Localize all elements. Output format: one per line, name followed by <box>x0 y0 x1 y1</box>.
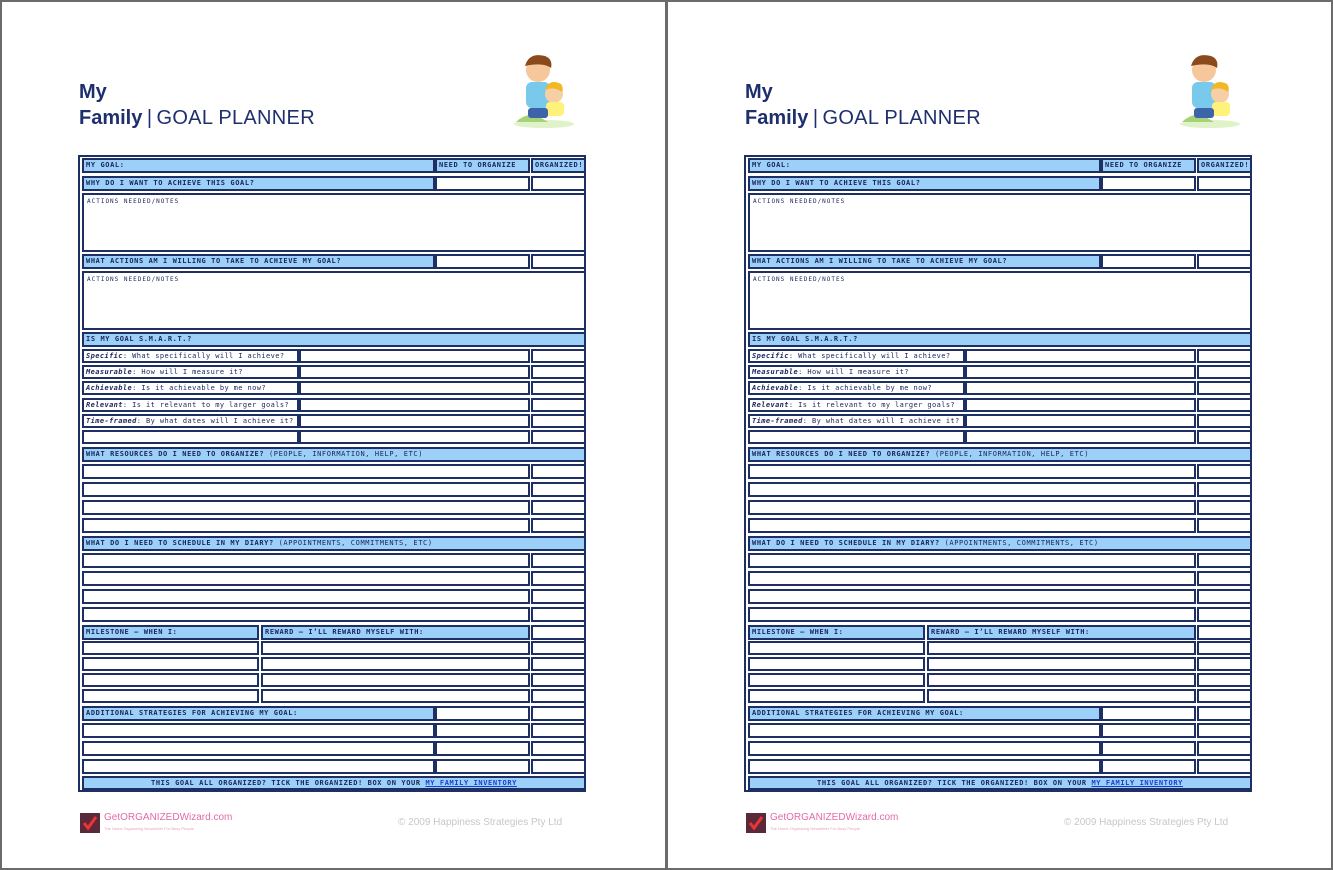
smart-organized-3[interactable] <box>531 398 586 412</box>
milestone-organized-3[interactable] <box>531 689 586 703</box>
additional-line-1[interactable] <box>82 741 435 756</box>
planner-page-right <box>668 2 1331 868</box>
footer-bar <box>748 776 1252 790</box>
additional-need-head[interactable] <box>435 706 530 721</box>
additional-organized-2[interactable] <box>531 759 586 774</box>
smart-organized-0[interactable] <box>531 349 586 363</box>
family-inventory-link[interactable]: MY FAMILY INVENTORY <box>1091 779 1183 787</box>
milestone-line-2[interactable] <box>82 673 259 687</box>
smart-label-relevant: Relevant: Is it relevant to my larger goals? <box>748 398 965 412</box>
reward-line-3[interactable] <box>927 689 1196 703</box>
smart-label-specific: Specific: What specifically will I achieve? <box>82 349 299 363</box>
logo-text: GetORGANIZEDWizard.com <box>104 812 233 823</box>
smart-answer-2[interactable] <box>299 381 530 395</box>
need-to-organize-heading: NEED TO ORGANIZE <box>1101 158 1196 173</box>
schedule-line-3[interactable] <box>748 607 1196 622</box>
title-my: My <box>745 81 773 103</box>
what-actions-heading: WHAT ACTIONS AM I WILLING TO TAKE TO ACHIEVE MY GOAL? <box>748 254 1101 269</box>
milestone-line-3[interactable] <box>82 689 259 703</box>
additional-need-1[interactable] <box>1101 741 1196 756</box>
milestone-organized-0[interactable] <box>531 641 586 655</box>
title-family: Family <box>79 107 143 129</box>
resource-organized-2[interactable] <box>1197 500 1252 515</box>
schedule-line-0[interactable] <box>748 553 1196 568</box>
logo-text: GetORGANIZEDWizard.com <box>770 812 899 823</box>
why-goal-need-box[interactable] <box>1101 176 1196 191</box>
smart-question: Is it achievable by me now? <box>807 384 932 392</box>
logo-tagline: The Home Organizing Newsletter For Busy People <box>104 826 194 831</box>
additional-line-2[interactable] <box>748 759 1101 774</box>
smart-organized-4[interactable] <box>1197 414 1252 428</box>
additional-need-head[interactable] <box>1101 706 1196 721</box>
what-actions-heading: WHAT ACTIONS AM I WILLING TO TAKE TO ACHIEVE MY GOAL? <box>82 254 435 269</box>
smart-answer-3[interactable] <box>965 398 1196 412</box>
schedule-organized-3[interactable] <box>1197 607 1252 622</box>
smart-question: Is it achievable by me now? <box>141 384 266 392</box>
additional-organized-1[interactable] <box>531 741 586 756</box>
reward-line-1[interactable] <box>261 657 530 671</box>
additional-heading: ADDITIONAL STRATEGIES FOR ACHIEVING MY GOAL: <box>748 706 1101 721</box>
logo-mark-icon <box>80 813 100 833</box>
smart-organized-3[interactable] <box>1197 398 1252 412</box>
smart-label-achievable: Achievable: Is it achievable by me now? <box>748 381 965 395</box>
resource-line-1[interactable] <box>748 482 1196 497</box>
smart-question: How will I measure it? <box>141 368 243 376</box>
smart-term: Measurable <box>86 368 133 376</box>
additional-organized-0[interactable] <box>1197 723 1252 738</box>
milestone-organized-2[interactable] <box>531 673 586 687</box>
why-goal-heading: WHY DO I WANT TO ACHIEVE THIS GOAL? <box>82 176 435 191</box>
smart-organized-0[interactable] <box>1197 349 1252 363</box>
additional-line-2[interactable] <box>82 759 435 774</box>
actions-notes-box-2[interactable]: ACTIONS NEEDED/NOTES <box>748 271 1252 330</box>
resource-line-0[interactable] <box>748 464 1196 479</box>
additional-need-2[interactable] <box>1101 759 1196 774</box>
goal-planner-form <box>78 155 586 792</box>
reward-line-3[interactable] <box>261 689 530 703</box>
milestone-line-0[interactable] <box>82 641 259 655</box>
smart-term: Achievable <box>86 384 133 392</box>
milestone-line-0[interactable] <box>748 641 925 655</box>
schedule-note: (APPOINTMENTS, COMMITMENTS, ETC) <box>944 539 1099 547</box>
schedule-heading <box>82 536 586 551</box>
smart-label-measurable: Measurable: How will I measure it? <box>82 365 299 379</box>
smart-organized-2[interactable] <box>1197 381 1252 395</box>
schedule-organized-1[interactable] <box>531 571 586 586</box>
reward-line-0[interactable] <box>927 641 1196 655</box>
page-title <box>79 80 315 132</box>
why-goal-heading: WHY DO I WANT TO ACHIEVE THIS GOAL? <box>748 176 1101 191</box>
what-actions-organized-box[interactable] <box>531 254 586 269</box>
family-illustration <box>1174 50 1246 130</box>
additional-organized-head[interactable] <box>531 706 586 721</box>
schedule-title: WHAT DO I NEED TO SCHEDULE IN MY DIARY? <box>86 539 274 547</box>
milestone-heading: MILESTONE – WHEN I: <box>82 625 259 640</box>
resource-line-0[interactable] <box>82 464 530 479</box>
actions-notes-box-2[interactable]: ACTIONS NEEDED/NOTES <box>82 271 586 330</box>
resource-organized-0[interactable] <box>1197 464 1252 479</box>
title-separator: | <box>812 107 819 129</box>
smart-term: Time-framed <box>752 417 803 425</box>
smart-label-measurable: Measurable: How will I measure it? <box>748 365 965 379</box>
milestone-line-3[interactable] <box>748 689 925 703</box>
smart-organized-1[interactable] <box>531 365 586 379</box>
footer-bar <box>82 776 586 790</box>
smart-answer-2[interactable] <box>965 381 1196 395</box>
additional-heading: ADDITIONAL STRATEGIES FOR ACHIEVING MY GOAL: <box>82 706 435 721</box>
smart-answer-0[interactable] <box>299 349 530 363</box>
reward-line-2[interactable] <box>927 673 1196 687</box>
goal-planner-form <box>744 155 1252 792</box>
my-goal-heading: MY GOAL: <box>82 158 435 173</box>
milestone-organized-head[interactable] <box>531 625 586 640</box>
resource-organized-1[interactable] <box>531 482 586 497</box>
additional-line-0[interactable] <box>748 723 1101 738</box>
smart-label-relevant: Relevant: Is it relevant to my larger goals? <box>82 398 299 412</box>
additional-line-1[interactable] <box>748 741 1101 756</box>
resource-line-1[interactable] <box>82 482 530 497</box>
schedule-organized-0[interactable] <box>531 553 586 568</box>
schedule-title: WHAT DO I NEED TO SCHEDULE IN MY DIARY? <box>752 539 940 547</box>
footer-text: THIS GOAL ALL ORGANIZED? TICK THE ORGANIZED! BOX ON YOUR <box>151 779 421 787</box>
milestone-line-2[interactable] <box>748 673 925 687</box>
smart-answer-1[interactable] <box>299 365 530 379</box>
resources-note: (PEOPLE, INFORMATION, HELP, ETC) <box>268 450 424 458</box>
getorganizedwizard-logo <box>746 810 926 838</box>
smart-extra-organized[interactable] <box>531 430 586 444</box>
copyright-text: © 2009 Happiness Strategies Pty Ltd <box>1064 817 1229 828</box>
resource-organized-3[interactable] <box>531 518 586 533</box>
smart-term: Relevant <box>86 401 123 409</box>
smart-question: By what dates will I achieve it? <box>146 417 294 425</box>
actions-notes-box-1[interactable]: ACTIONS NEEDED/NOTES <box>748 193 1252 252</box>
smart-term: Time-framed <box>86 417 137 425</box>
resource-organized-0[interactable] <box>531 464 586 479</box>
smart-question: Is it relevant to my larger goals? <box>798 401 956 409</box>
smart-answer-0[interactable] <box>965 349 1196 363</box>
additional-organized-0[interactable] <box>531 723 586 738</box>
smart-term: Relevant <box>752 401 789 409</box>
milestone-line-1[interactable] <box>82 657 259 671</box>
need-to-organize-heading: NEED TO ORGANIZE <box>435 158 530 173</box>
schedule-line-3[interactable] <box>82 607 530 622</box>
additional-organized-2[interactable] <box>1197 759 1252 774</box>
schedule-line-2[interactable] <box>82 589 530 604</box>
actions-notes-box-1[interactable]: ACTIONS NEEDED/NOTES <box>82 193 586 252</box>
milestone-organized-head[interactable] <box>1197 625 1252 640</box>
resource-organized-3[interactable] <box>1197 518 1252 533</box>
reward-line-0[interactable] <box>261 641 530 655</box>
smart-label-time-framed: Time-framed: By what dates will I achieve it? <box>748 414 965 428</box>
additional-line-0[interactable] <box>82 723 435 738</box>
milestone-organized-0[interactable] <box>1197 641 1252 655</box>
resources-title: WHAT RESOURCES DO I NEED TO ORGANIZE? <box>752 450 931 458</box>
what-actions-need-box[interactable] <box>435 254 530 269</box>
smart-extra-answer[interactable] <box>965 430 1196 444</box>
smart-term: Specific <box>752 352 789 360</box>
copyright-text: © 2009 Happiness Strategies Pty Ltd <box>398 817 563 828</box>
smart-heading: IS MY GOAL S.M.A.R.T.? <box>748 332 1252 347</box>
additional-need-0[interactable] <box>1101 723 1196 738</box>
resources-note: (PEOPLE, INFORMATION, HELP, ETC) <box>934 450 1090 458</box>
smart-term: Achievable <box>752 384 799 392</box>
resources-heading <box>82 447 586 462</box>
reward-heading: REWARD – I’LL REWARD MYSELF WITH: <box>927 625 1196 640</box>
family-inventory-link[interactable]: MY FAMILY INVENTORY <box>425 779 517 787</box>
schedule-line-2[interactable] <box>748 589 1196 604</box>
schedule-line-1[interactable] <box>82 571 530 586</box>
reward-heading: REWARD – I’LL REWARD MYSELF WITH: <box>261 625 530 640</box>
additional-need-1[interactable] <box>435 741 530 756</box>
smart-extra-organized[interactable] <box>1197 430 1252 444</box>
smart-extra-label[interactable] <box>82 430 299 444</box>
page-title <box>745 80 981 132</box>
milestone-organized-2[interactable] <box>1197 673 1252 687</box>
smart-question: Is it relevant to my larger goals? <box>132 401 290 409</box>
resource-line-2[interactable] <box>748 500 1196 515</box>
schedule-organized-2[interactable] <box>531 589 586 604</box>
resource-organized-2[interactable] <box>531 500 586 515</box>
additional-organized-1[interactable] <box>1197 741 1252 756</box>
smart-question: By what dates will I achieve it? <box>812 417 960 425</box>
smart-term: Measurable <box>752 368 799 376</box>
logo-mark-icon <box>746 813 766 833</box>
smart-heading: IS MY GOAL S.M.A.R.T.? <box>82 332 586 347</box>
my-goal-heading: MY GOAL: <box>748 158 1101 173</box>
smart-label-time-framed: Time-framed: By what dates will I achieve it? <box>82 414 299 428</box>
smart-organized-4[interactable] <box>531 414 586 428</box>
smart-label-specific: Specific: What specifically will I achieve? <box>748 349 965 363</box>
schedule-organized-0[interactable] <box>1197 553 1252 568</box>
organized-heading: ORGANIZED! <box>531 158 586 173</box>
milestone-heading: MILESTONE – WHEN I: <box>748 625 925 640</box>
additional-need-2[interactable] <box>435 759 530 774</box>
additional-organized-head[interactable] <box>1197 706 1252 721</box>
title-goal-planner: GOAL PLANNER <box>822 107 981 129</box>
smart-question: How will I measure it? <box>807 368 909 376</box>
smart-organized-1[interactable] <box>1197 365 1252 379</box>
resources-title: WHAT RESOURCES DO I NEED TO ORGANIZE? <box>86 450 265 458</box>
smart-question: What specifically will I achieve? <box>132 352 285 360</box>
what-actions-need-box[interactable] <box>1101 254 1196 269</box>
schedule-heading <box>748 536 1252 551</box>
schedule-organized-2[interactable] <box>1197 589 1252 604</box>
smart-extra-label[interactable] <box>748 430 965 444</box>
what-actions-organized-box[interactable] <box>1197 254 1252 269</box>
smart-answer-1[interactable] <box>965 365 1196 379</box>
logo-tagline: The Home Organizing Newsletter For Busy People <box>770 826 860 831</box>
resource-organized-1[interactable] <box>1197 482 1252 497</box>
schedule-note: (APPOINTMENTS, COMMITMENTS, ETC) <box>278 539 433 547</box>
smart-answer-4[interactable] <box>965 414 1196 428</box>
reward-line-1[interactable] <box>927 657 1196 671</box>
title-goal-planner: GOAL PLANNER <box>156 107 315 129</box>
smart-label-achievable: Achievable: Is it achievable by me now? <box>82 381 299 395</box>
smart-term: Specific <box>86 352 123 360</box>
smart-question: What specifically will I achieve? <box>798 352 951 360</box>
schedule-line-1[interactable] <box>748 571 1196 586</box>
title-separator: | <box>146 107 153 129</box>
milestone-organized-1[interactable] <box>1197 657 1252 671</box>
why-goal-organized-box[interactable] <box>531 176 586 191</box>
title-family: Family <box>745 107 809 129</box>
resource-line-2[interactable] <box>82 500 530 515</box>
resource-line-3[interactable] <box>748 518 1196 533</box>
resources-heading <box>748 447 1252 462</box>
planner-page-left <box>2 2 665 868</box>
title-my: My <box>79 81 107 103</box>
schedule-line-0[interactable] <box>82 553 530 568</box>
additional-need-0[interactable] <box>435 723 530 738</box>
reward-line-2[interactable] <box>261 673 530 687</box>
organized-heading: ORGANIZED! <box>1197 158 1252 173</box>
milestone-organized-1[interactable] <box>531 657 586 671</box>
schedule-organized-1[interactable] <box>1197 571 1252 586</box>
milestone-line-1[interactable] <box>748 657 925 671</box>
resource-line-3[interactable] <box>82 518 530 533</box>
milestone-organized-3[interactable] <box>1197 689 1252 703</box>
smart-organized-2[interactable] <box>531 381 586 395</box>
schedule-organized-3[interactable] <box>531 607 586 622</box>
getorganizedwizard-logo <box>80 810 260 838</box>
family-illustration <box>508 50 580 130</box>
smart-answer-4[interactable] <box>299 414 530 428</box>
footer-text: THIS GOAL ALL ORGANIZED? TICK THE ORGANIZED! BOX ON YOUR <box>817 779 1087 787</box>
why-goal-organized-box[interactable] <box>1197 176 1252 191</box>
smart-extra-answer[interactable] <box>299 430 530 444</box>
why-goal-need-box[interactable] <box>435 176 530 191</box>
smart-answer-3[interactable] <box>299 398 530 412</box>
